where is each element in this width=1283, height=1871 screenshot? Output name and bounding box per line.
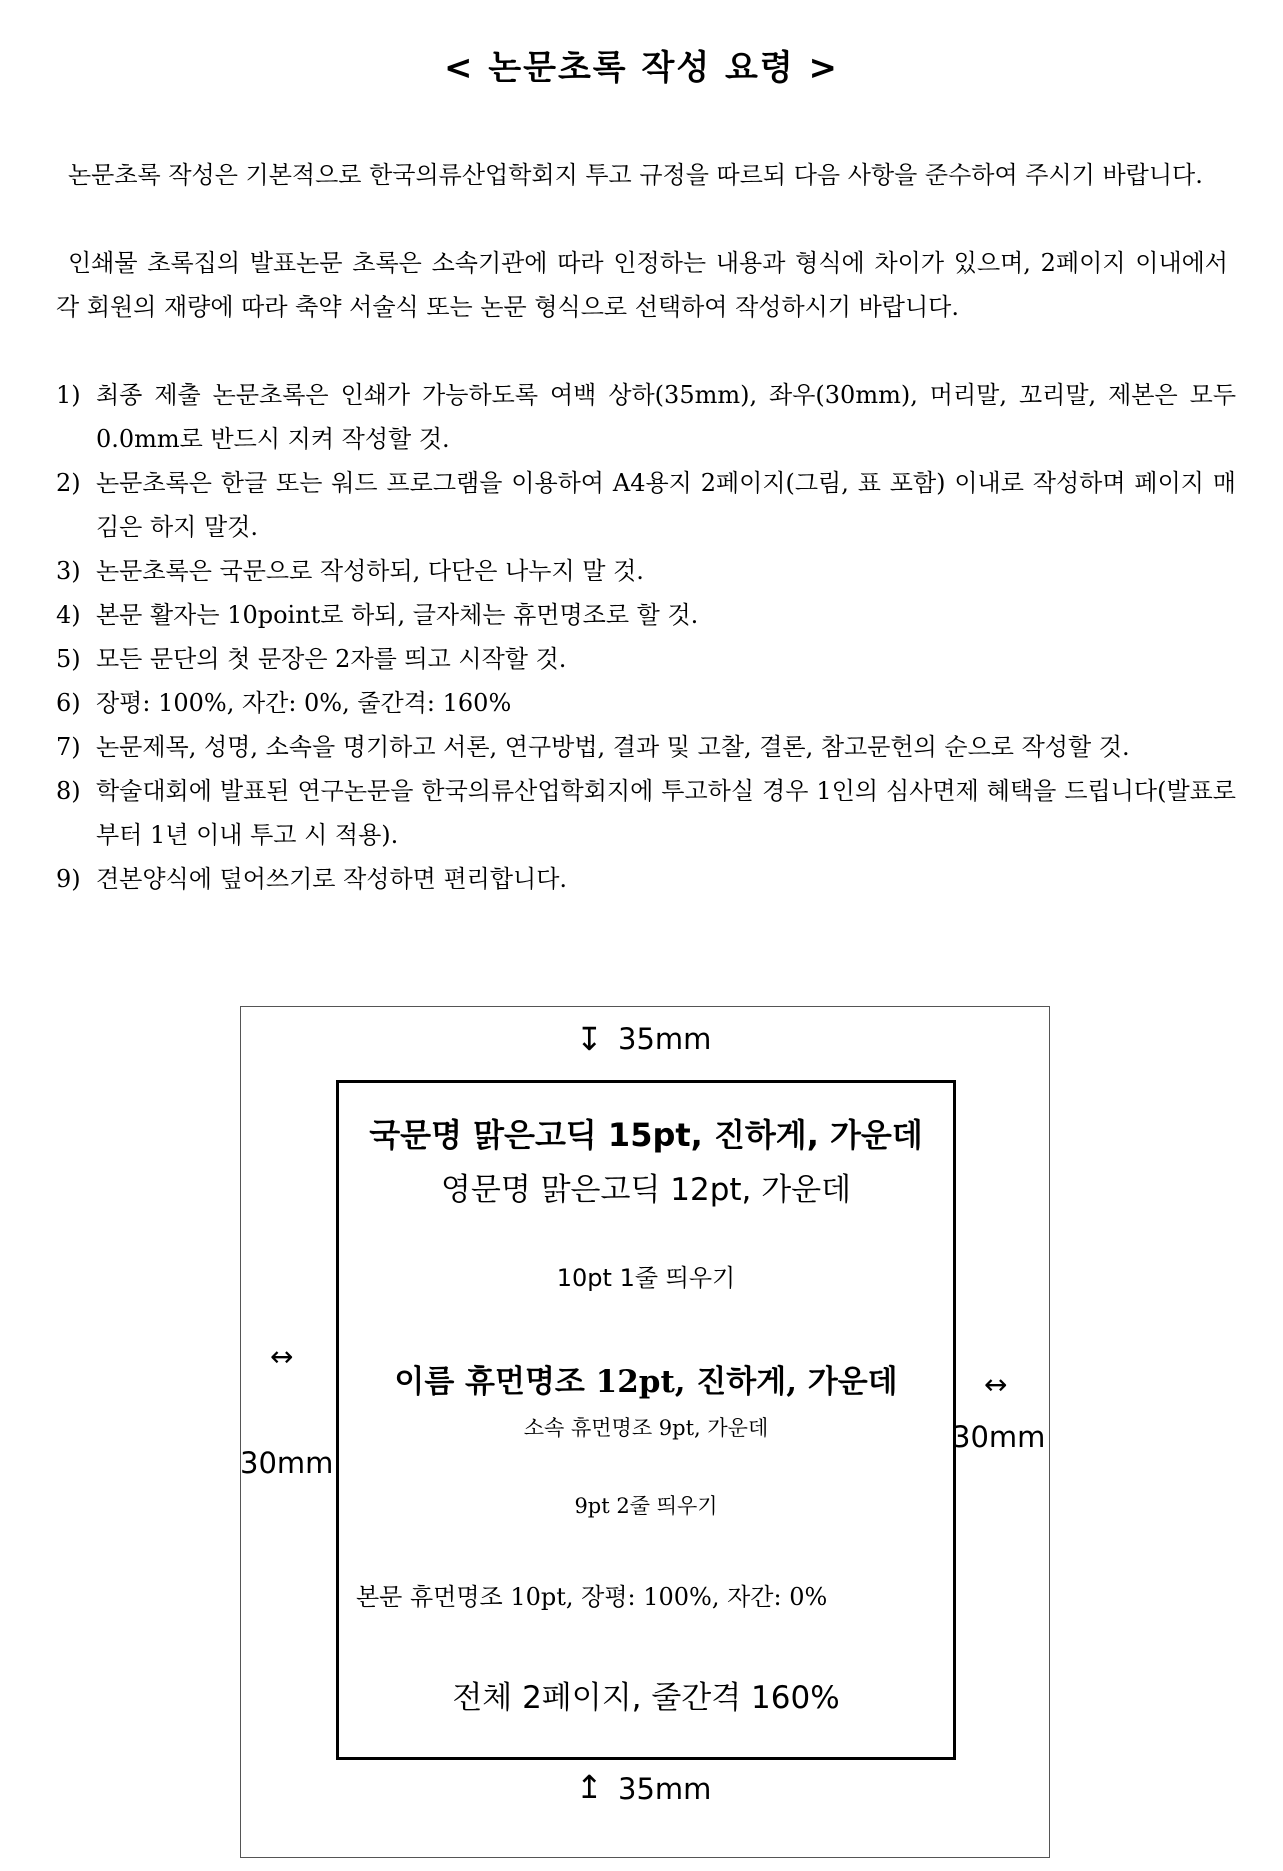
rule-text: 최종 제출 논문초록은 인쇄가 가능하도록 여백 상하(35mm), 좌우(30mm), 머리말, 꼬리말, 제본은 모두 0.0mm로 반드시 지켜 작성할 것. [96, 381, 1236, 453]
top-margin-label: 35mm [618, 1022, 712, 1056]
up-arrow-icon: ↥ [576, 1768, 603, 1806]
rule-number: 9) [56, 865, 81, 893]
right-margin-label: 30mm [952, 1420, 1046, 1454]
rule-number: 7) [56, 733, 81, 761]
rule-text: 논문제목, 성명, 소속을 명기하고 서론, 연구방법, 결과 및 고찰, 결론, 참고문헌의 순으로 작성할 것. [96, 733, 1130, 761]
rule-number: 8) [56, 777, 81, 805]
list-item [56, 725, 1236, 769]
english-title-spec: 영문명 맑은고딕 12pt, 가운데 [440, 1172, 852, 1208]
rule-text: 장평: 100%, 자간: 0%, 줄간격: 160% [96, 689, 512, 717]
list-item [56, 373, 1236, 461]
rule-number: 5) [56, 645, 81, 673]
rule-number: 1) [56, 381, 81, 409]
bottom-margin-label: 35mm [618, 1772, 712, 1806]
affiliation-spec: 소속 휴먼명조 9pt, 가운데 [523, 1416, 769, 1440]
intro-paragraph-2: 인쇄물 초록집의 발표논문 초록은 소속기관에 따라 인정하는 내용과 형식에 차이가 있으며, 2페이지 이내에서 각 회원의 재량에 따라 축약 서술식 또는 논문 형식으로 선택하여 작성하시기 바랍니다. [56, 249, 1228, 321]
body-text-spec: 본문 휴먼명조 10pt, 장평: 100%, 자간: 0% [356, 1583, 828, 1611]
page-title: < 논문초록 작성 요령 > [443, 48, 840, 88]
spacing-spec-2: 9pt 2줄 띄우기 [574, 1494, 718, 1518]
rule-text: 본문 활자는 10point로 하되, 글자체는 휴먼명조로 할 것. [96, 601, 699, 629]
spacing-spec-1: 10pt 1줄 띄우기 [556, 1264, 736, 1292]
list-item [56, 549, 1236, 593]
rule-text: 학술대회에 발표된 연구논문을 한국의류산업학회지에 투고하실 경우 1인의 심사면제 혜택을 드립니다(발표로부터 1년 이내 투고 시 적용). [96, 777, 1236, 849]
list-item [56, 461, 1236, 549]
list-item [56, 681, 1236, 725]
korean-title-spec: 국문명 맑은고딕 15pt, 진하게, 가운데 [369, 1116, 923, 1154]
horizontal-arrow-icon: ↔ [270, 1340, 294, 1373]
list-item [56, 769, 1236, 857]
overall-spec: 전체 2페이지, 줄간격 160% [452, 1680, 840, 1716]
rule-number: 2) [56, 469, 81, 497]
list-item [56, 593, 1236, 637]
rule-number: 4) [56, 601, 81, 629]
rule-text: 논문초록은 한글 또는 워드 프로그램을 이용하여 A4용지 2페이지(그림, 표 포함) 이내로 작성하며 페이지 매김은 하지 말것. [96, 469, 1236, 541]
rules-list [56, 373, 1236, 901]
name-spec: 이름 휴먼명조 12pt, 진하게, 가운데 [394, 1364, 898, 1400]
down-arrow-icon: ↧ [576, 1020, 603, 1058]
rule-text: 견본양식에 덮어쓰기로 작성하면 편리합니다. [96, 865, 568, 893]
left-margin-label: 30mm [240, 1446, 334, 1480]
horizontal-arrow-icon: ↔ [984, 1368, 1008, 1401]
list-item [56, 637, 1236, 681]
rule-text: 모든 문단의 첫 문장은 2자를 띄고 시작할 것. [96, 645, 567, 673]
rule-number: 6) [56, 689, 81, 717]
list-item [56, 857, 1236, 901]
rule-text: 논문초록은 국문으로 작성하되, 다단은 나누지 말 것. [96, 557, 644, 585]
intro-paragraph-1: 논문초록 작성은 기본적으로 한국의류산업학회지 투고 규정을 따르되 다음 사항을 준수하여 주시기 바랍니다. [68, 161, 1203, 189]
rule-number: 3) [56, 557, 81, 585]
